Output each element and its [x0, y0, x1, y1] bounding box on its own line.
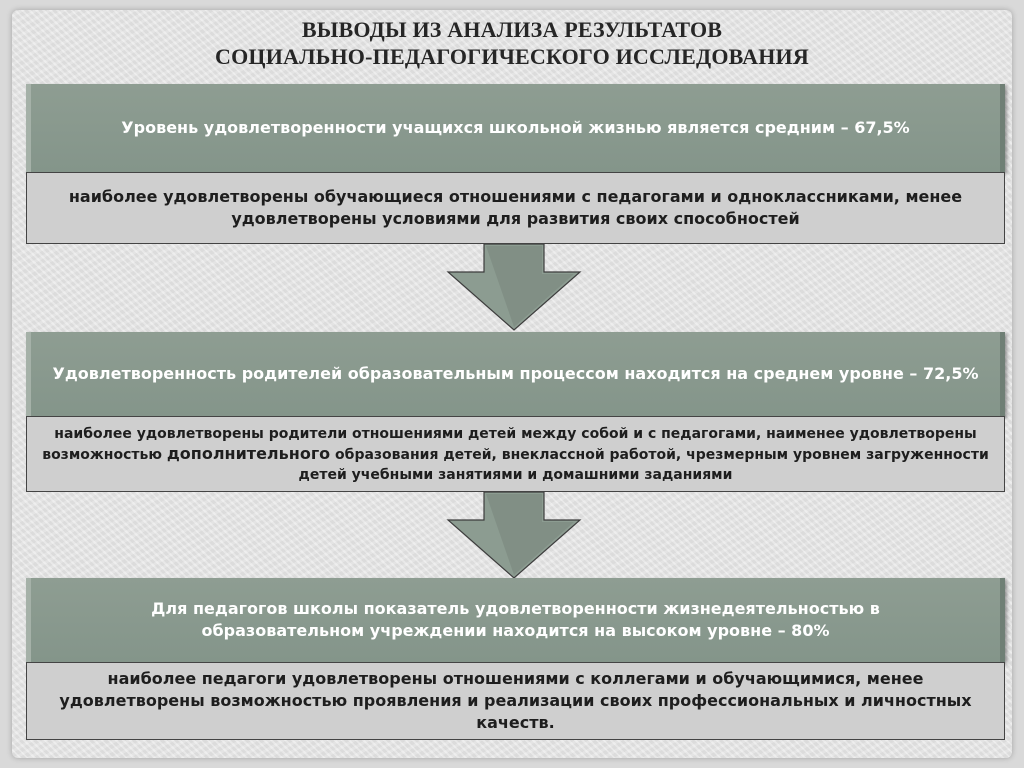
- body-text-part-1: наиболее удовлетворены родители отношениями детей между собой и с педагогами, наименее удовлетворены возможностью: [42, 425, 977, 463]
- block-body-students: [26, 172, 1005, 244]
- block-body-parents: [26, 416, 1005, 492]
- block-body-teachers: [26, 662, 1005, 740]
- conclusion-block-students: [26, 84, 1005, 244]
- slide-title: [12, 16, 1012, 70]
- block-header-text: Уровень удовлетворенности учащихся школьной жизнью является средним – 67,5%: [121, 118, 910, 137]
- title-line-2: СОЦИАЛЬНО-ПЕДАГОГИЧЕСКОГО ИССЛЕДОВАНИЯ: [215, 44, 809, 69]
- block-header-students: [26, 84, 1005, 172]
- block-body-text: наиболее удовлетворены обучающиеся отношениями с педагогами и одноклассниками, менее удовлетворены условиями для развития своих способностей: [68, 187, 963, 228]
- block-header-parents: [26, 332, 1005, 416]
- body-text-part-2: образования детей, внеклассной работой, чрезмерным уровнем загруженности детей учебными занятиями и домашними заданиями: [298, 446, 989, 483]
- block-body-text: наиболее педагоги удовлетворены отношениями с коллегами и обучающимися, менее удовлетворены возможностью проявления и реализации своих профессиональных и личностных качеств.: [59, 669, 972, 732]
- title-line-1: ВЫВОДЫ ИЗ АНАЛИЗА РЕЗУЛЬТАТОВ: [301, 17, 723, 42]
- down-arrow-icon: [446, 492, 582, 580]
- block-header-text: Удовлетворенность родителей образовательным процессом находится на среднем уровне – 72,5%: [52, 364, 979, 383]
- body-text-emphasis: дополнительного: [166, 443, 331, 463]
- block-body-text: [39, 424, 992, 485]
- conclusion-block-teachers: [26, 578, 1005, 740]
- block-header-teachers: [26, 578, 1005, 662]
- block-header-text: Для педагогов школы показатель удовлетворенности жизнедеятельностью в образовательном учреждении находится на высоком уровне – 80%: [151, 599, 880, 640]
- conclusion-block-parents: [26, 332, 1005, 492]
- down-arrow-icon: [446, 244, 582, 332]
